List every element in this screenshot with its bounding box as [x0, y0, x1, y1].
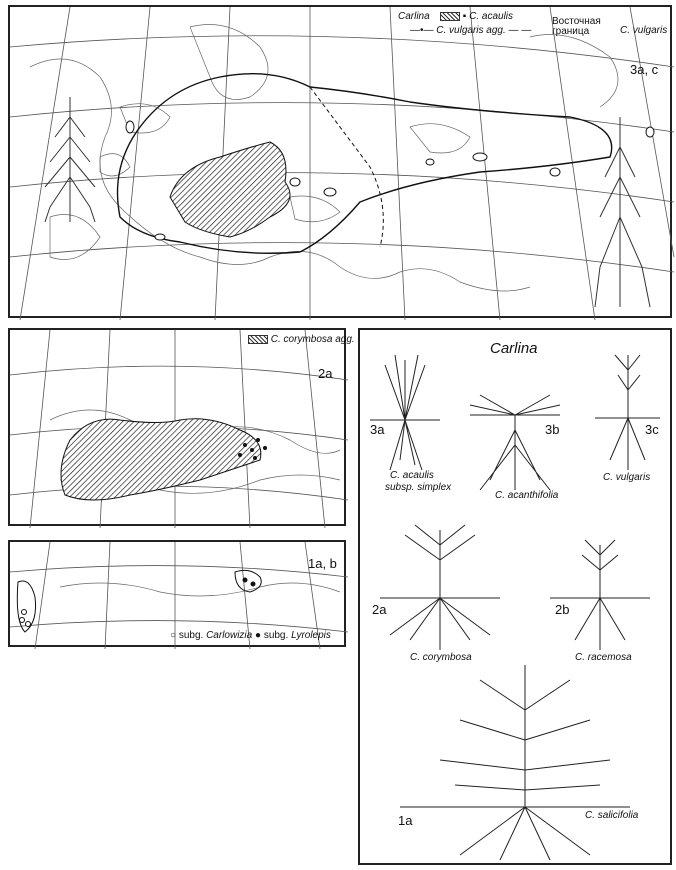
coastlines	[30, 25, 618, 292]
code-3a: 3a	[370, 422, 385, 437]
code-3b: 3b	[545, 422, 560, 437]
hatch-swatch	[440, 12, 460, 21]
panel-label-2a: 2a	[318, 366, 333, 381]
name-salicifolia: C. salicifolia	[585, 810, 639, 821]
subgenera-distribution-map	[8, 540, 346, 647]
right-plant-sketch	[595, 117, 650, 307]
panel-label-1ab: 1a, b	[308, 556, 337, 571]
legend-subgenera: ○ subg. Carlowizia ● subg. Lyrolepis	[170, 630, 331, 641]
plant-racemosa	[575, 540, 625, 650]
graticule	[10, 7, 674, 320]
plant-acaulis	[385, 355, 425, 470]
name-acaulis: C. acaulis	[390, 470, 434, 481]
carlowizia-points	[20, 610, 31, 627]
acaulis-range	[170, 142, 290, 237]
europe-map-drawing	[10, 7, 674, 320]
lyrolepis-points	[243, 578, 256, 587]
legend-corymbosa: C. corymbosa agg.	[248, 334, 355, 345]
legend-eastern-boundary: Восточная граница	[552, 16, 601, 37]
lyrolepis-outline	[235, 570, 261, 592]
code-3c: 3c	[645, 422, 659, 437]
eastern-boundary-line	[310, 87, 383, 247]
plant-corymbosa	[390, 525, 490, 650]
plant-salicifolia	[440, 665, 610, 860]
legend-vulgaris-agg: —•— C. vulgaris agg. — —	[410, 25, 532, 36]
code-1a: 1a	[398, 813, 413, 828]
legend-acaulis: ▪ C. acaulis	[440, 11, 513, 22]
legend-vulgaris: C. vulgaris	[620, 25, 668, 36]
name-corymbosa: C. corymbosa	[410, 652, 472, 663]
sub-acaulis: subsp. simplex	[385, 482, 452, 493]
plant-vulgaris	[610, 355, 645, 470]
panel-label-3ac: 3a, c	[630, 62, 659, 77]
name-acanthifolia: C. acanthifolia	[495, 490, 559, 501]
plant-drawings	[360, 330, 674, 867]
plants-title: Carlina	[490, 340, 538, 357]
code-2a: 2a	[372, 602, 387, 617]
legend-genus: Carlina	[398, 11, 430, 22]
mediterranean-distribution-map	[8, 328, 355, 526]
hatch-swatch	[248, 335, 268, 344]
name-vulgaris: C. vulgaris	[603, 472, 651, 483]
carlina-habit-drawings	[358, 328, 672, 865]
europe-distribution-map	[8, 5, 672, 318]
mediterranean-map-drawing	[10, 330, 348, 528]
code-2b: 2b	[555, 602, 570, 617]
name-racemosa: C. racemosa	[575, 652, 632, 663]
plant-acanthifolia	[470, 395, 560, 490]
